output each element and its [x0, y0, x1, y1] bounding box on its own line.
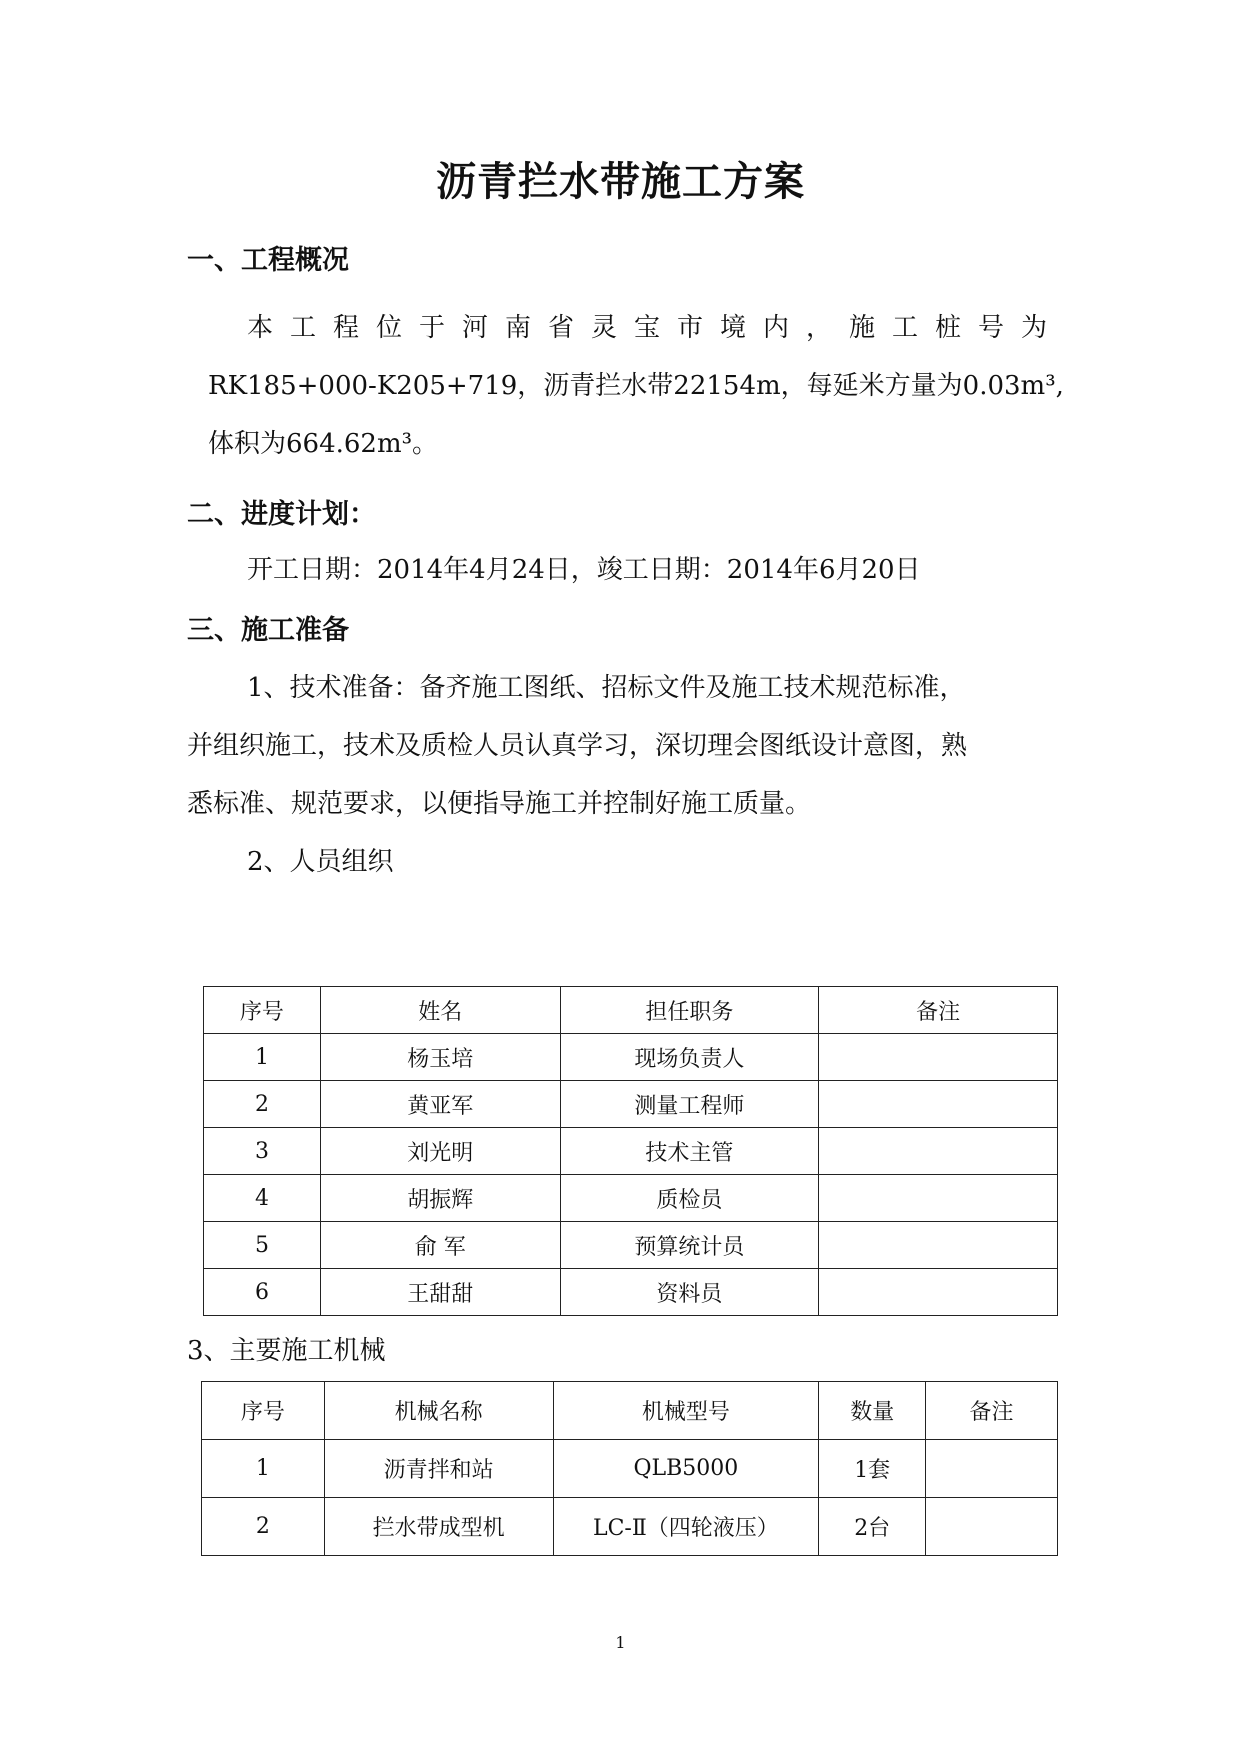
- table-cell: 俞 军: [320, 1222, 560, 1269]
- table-cell: 2台: [819, 1498, 926, 1556]
- tech-prep-line-3: 悉标准、规范要求，以便指导施工并控制好施工质量。: [187, 789, 812, 819]
- table-cell: 质检员: [560, 1175, 819, 1222]
- table-cell: 刘光明: [320, 1128, 560, 1175]
- table-cell: [926, 1498, 1058, 1556]
- header-cell: 机械型号: [553, 1382, 819, 1440]
- table-cell: 2: [202, 1498, 325, 1556]
- header-cell: 数量: [819, 1382, 926, 1440]
- table-cell: 技术主管: [560, 1128, 819, 1175]
- table-row: [204, 1128, 1058, 1175]
- section-heading-overview: 一、工程概况: [187, 245, 349, 276]
- section-heading-schedule: 二、进度计划：: [187, 499, 376, 530]
- header-cell: 担任职务: [560, 987, 819, 1034]
- header-cell: 备注: [926, 1382, 1058, 1440]
- header-cell: 机械名称: [324, 1382, 553, 1440]
- table-cell: [926, 1440, 1058, 1498]
- table-cell: 6: [204, 1269, 321, 1316]
- table-cell: 1: [202, 1440, 325, 1498]
- table-row: [204, 1081, 1058, 1128]
- table-cell: 杨玉培: [320, 1034, 560, 1081]
- header-cell: 序号: [204, 987, 321, 1034]
- table-cell: 资料员: [560, 1269, 819, 1316]
- staff-heading: 2、人员组织: [247, 847, 394, 877]
- header-cell: 备注: [819, 987, 1058, 1034]
- table-cell: 1: [204, 1034, 321, 1081]
- table-cell: [819, 1034, 1058, 1081]
- machine-table: [201, 1381, 1058, 1556]
- table-row: [204, 1175, 1058, 1222]
- table-cell: [819, 1175, 1058, 1222]
- table-cell: 王甜甜: [320, 1269, 560, 1316]
- table-row: [202, 1440, 1058, 1498]
- table-cell: QLB5000: [553, 1440, 819, 1498]
- table-cell: 1套: [819, 1440, 926, 1498]
- header-cell: 姓名: [320, 987, 560, 1034]
- table-cell: [819, 1222, 1058, 1269]
- table-cell: 测量工程师: [560, 1081, 819, 1128]
- overview-line-1: 本工程位于河南省灵宝市境内，施工桩号为: [247, 313, 1047, 343]
- table-cell: 3: [204, 1128, 321, 1175]
- table-cell: 4: [204, 1175, 321, 1222]
- header-cell: 序号: [202, 1382, 325, 1440]
- table-cell: [819, 1269, 1058, 1316]
- table-row: [202, 1498, 1058, 1556]
- tech-prep-line-1: 1、技术准备：备齐施工图纸、招标文件及施工技术规范标准，: [247, 673, 966, 703]
- table-cell: [819, 1081, 1058, 1128]
- page-number: 1: [615, 1633, 626, 1652]
- table-row: [204, 1222, 1058, 1269]
- staff-table: [203, 986, 1058, 1316]
- overview-line-3: 体积为664.62m³。: [208, 429, 439, 459]
- machine-heading: 3、主要施工机械: [187, 1336, 386, 1366]
- machine-table-header: [202, 1382, 1058, 1440]
- overview-line-2: RK185+000-K205+719，沥青拦水带22154m，每延米方量为0.03m³,: [208, 371, 1064, 401]
- staff-table-header: [204, 987, 1058, 1034]
- table-cell: 胡振辉: [320, 1175, 560, 1222]
- table-cell: [819, 1128, 1058, 1175]
- tech-prep-line-2: 并组织施工，技术及质检人员认真学习，深切理会图纸设计意图，熟: [187, 731, 968, 761]
- section-heading-preparation: 三、施工准备: [187, 615, 349, 646]
- table-row: [204, 1034, 1058, 1081]
- table-cell: 黄亚军: [320, 1081, 560, 1128]
- schedule-dates: 开工日期：2014年4月24日，竣工日期：2014年6月20日: [247, 555, 921, 585]
- table-cell: 现场负责人: [560, 1034, 819, 1081]
- table-cell: 5: [204, 1222, 321, 1269]
- table-cell: 预算统计员: [560, 1222, 819, 1269]
- table-row: [204, 1269, 1058, 1316]
- table-cell: 沥青拌和站: [324, 1440, 553, 1498]
- table-cell: 2: [204, 1081, 321, 1128]
- table-cell: LC-Ⅱ（四轮液压）: [553, 1498, 819, 1556]
- table-cell: 拦水带成型机: [324, 1498, 553, 1556]
- page-title: 沥青拦水带施工方案: [436, 158, 805, 205]
